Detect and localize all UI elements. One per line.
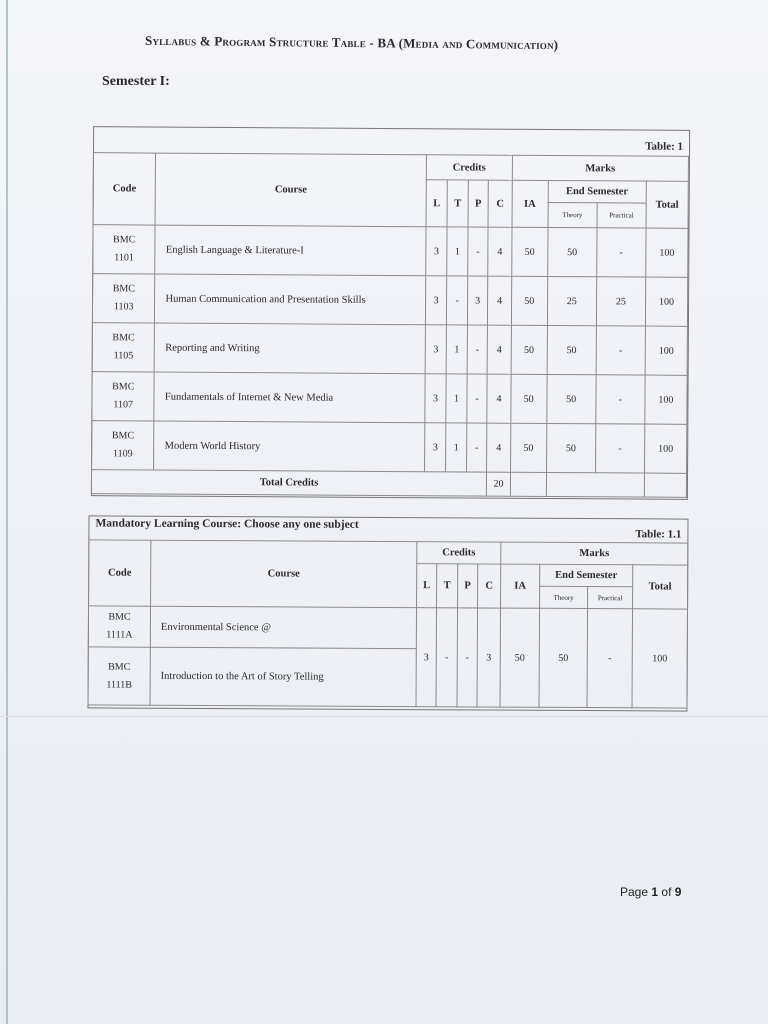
header-p: P [458, 564, 478, 608]
cell-total: 100 [644, 424, 686, 473]
page-edge [6, 0, 8, 1024]
cell-c: 4 [487, 325, 511, 374]
cell-ia: 50 [500, 608, 540, 707]
cell-practical: - [587, 609, 633, 708]
code-number: 1101 [114, 252, 134, 264]
cell-ia: 50 [511, 276, 547, 325]
cell-theory: 50 [547, 227, 596, 276]
code-prefix: BMC [111, 430, 135, 442]
page-fold-line [0, 716, 768, 717]
total-credits-row [91, 470, 686, 498]
code-number: 1103 [113, 301, 134, 313]
cell-practical: - [595, 424, 644, 473]
cell-ia: 50 [511, 325, 547, 374]
cell-practical: - [596, 375, 645, 424]
code-number: 1111A [106, 629, 133, 641]
cell-theory: 50 [547, 325, 596, 374]
cell-total: 100 [646, 228, 688, 277]
course-code [92, 323, 155, 372]
header-end-semester: End Semester [540, 564, 633, 586]
course-code [88, 647, 150, 705]
cell-p: 3 [467, 276, 488, 325]
header-credits: Credits [426, 155, 512, 181]
page-of: of [661, 885, 672, 899]
header-code: Code [93, 153, 156, 225]
header-ia: IA [501, 564, 540, 608]
table-1-1-frame [87, 515, 688, 711]
table-1-label: Table: 1 [645, 140, 684, 153]
header-end-semester: End Semester [548, 180, 646, 203]
course-name: Fundamentals of Internet & New Media [154, 372, 425, 423]
cell-t: 1 [446, 325, 467, 374]
header-credits: Credits [417, 542, 501, 564]
table-row [92, 274, 687, 327]
cell-t: - [436, 608, 458, 707]
code-number: 1107 [113, 399, 134, 411]
cell-l: 3 [425, 276, 447, 325]
empty-cell [546, 472, 644, 497]
table-1-1 [88, 539, 689, 708]
cell-t: 1 [447, 227, 468, 276]
table-1 [91, 152, 689, 498]
cell-total: 100 [645, 375, 687, 424]
cell-total: 100 [645, 326, 687, 375]
course-code [93, 225, 156, 274]
table-row [92, 372, 687, 425]
header-p: P [468, 180, 489, 227]
header-course: Course [151, 540, 417, 607]
header-c: C [488, 180, 512, 227]
cell-l: 3 [425, 325, 447, 374]
course-name: English Language & Literature-I [155, 225, 426, 276]
cell-ia: 50 [510, 423, 546, 472]
code-prefix: BMC [113, 234, 136, 246]
cell-p: - [467, 374, 488, 423]
course-name: Introduction to the Art of Story Telling [150, 647, 416, 706]
code-prefix: BMC [112, 283, 136, 295]
code-number: 1105 [113, 350, 134, 362]
cell-theory: 25 [547, 276, 596, 325]
page-total: 9 [674, 885, 682, 899]
cell-total: 100 [632, 609, 688, 708]
course-code [92, 372, 155, 421]
cell-c: 4 [487, 374, 511, 423]
course-name: Modern World History [154, 421, 425, 472]
cell-l: 3 [426, 227, 448, 276]
header-course: Course [156, 153, 427, 227]
table-1-frame [91, 126, 690, 500]
code-prefix: BMC [108, 611, 131, 623]
cell-c: 4 [487, 423, 511, 472]
header-code: Code [89, 540, 151, 606]
cell-c: 3 [477, 608, 501, 707]
cell-p: - [466, 423, 487, 472]
cell-p: - [457, 608, 478, 707]
cell-t: - [447, 276, 468, 325]
cell-t: 1 [446, 423, 467, 472]
cell-l: 3 [425, 374, 447, 423]
header-t: T [447, 180, 468, 227]
table-row [88, 606, 687, 650]
page-prefix: Page [620, 885, 649, 899]
total-credits-value: 20 [487, 472, 511, 496]
code-number: 1111B [106, 679, 132, 691]
header-theory: Theory [540, 586, 588, 608]
course-code [88, 606, 150, 647]
header-l: L [417, 564, 437, 608]
semester-heading: Semester I: [102, 74, 170, 89]
table-1-1-label: Table: 1.1 [635, 528, 682, 541]
header-t: T [437, 564, 458, 608]
cell-total: 100 [645, 277, 687, 326]
course-code [92, 421, 155, 470]
table-row [92, 323, 687, 376]
total-credits-label: Total Credits [91, 470, 486, 496]
cell-p: - [468, 227, 489, 276]
cell-theory: 50 [546, 423, 595, 472]
code-prefix: BMC [112, 381, 135, 393]
cell-practical: 25 [596, 277, 645, 326]
code-prefix: BMC [112, 332, 135, 344]
header-marks: Marks [501, 542, 688, 565]
cell-ia: 50 [512, 227, 548, 276]
cell-l: 3 [416, 608, 437, 707]
cell-theory: 50 [539, 608, 588, 707]
code-prefix: BMC [108, 661, 131, 673]
empty-cell [644, 473, 686, 497]
cell-theory: 50 [546, 374, 595, 423]
header-c: C [478, 564, 501, 608]
course-name: Reporting and Writing [155, 323, 426, 374]
empty-cell [510, 472, 546, 496]
header-theory: Theory [548, 202, 597, 227]
header-ia: IA [512, 180, 548, 227]
cell-t: 1 [446, 374, 467, 423]
cell-practical: - [596, 326, 645, 375]
table-row [93, 225, 688, 278]
code-number: 1109 [113, 448, 133, 460]
course-name: Human Communication and Presentation Skills [155, 274, 426, 325]
header-practical: Practical [597, 203, 646, 228]
cell-l: 3 [424, 423, 446, 472]
course-code [92, 274, 155, 323]
table-row [92, 421, 687, 474]
page-number: 1 [651, 885, 659, 899]
cell-practical: - [597, 228, 646, 277]
cell-c: 4 [488, 227, 512, 276]
document-title: Syllabus & Program Structure Table - BA (Media and Communication) [144, 32, 559, 53]
cell-c: 4 [488, 276, 512, 325]
header-total: Total [646, 181, 688, 228]
header-total: Total [633, 565, 688, 609]
page-footer [620, 885, 681, 899]
cell-ia: 50 [511, 374, 547, 423]
mandatory-course-heading: Mandatory Learning Course: Choose any one subject [95, 517, 359, 531]
header-l: L [426, 180, 448, 227]
course-name: Environmental Science @ [150, 606, 416, 648]
header-marks: Marks [512, 155, 688, 181]
header-practical: Practical [588, 587, 633, 609]
cell-p: - [467, 325, 488, 374]
